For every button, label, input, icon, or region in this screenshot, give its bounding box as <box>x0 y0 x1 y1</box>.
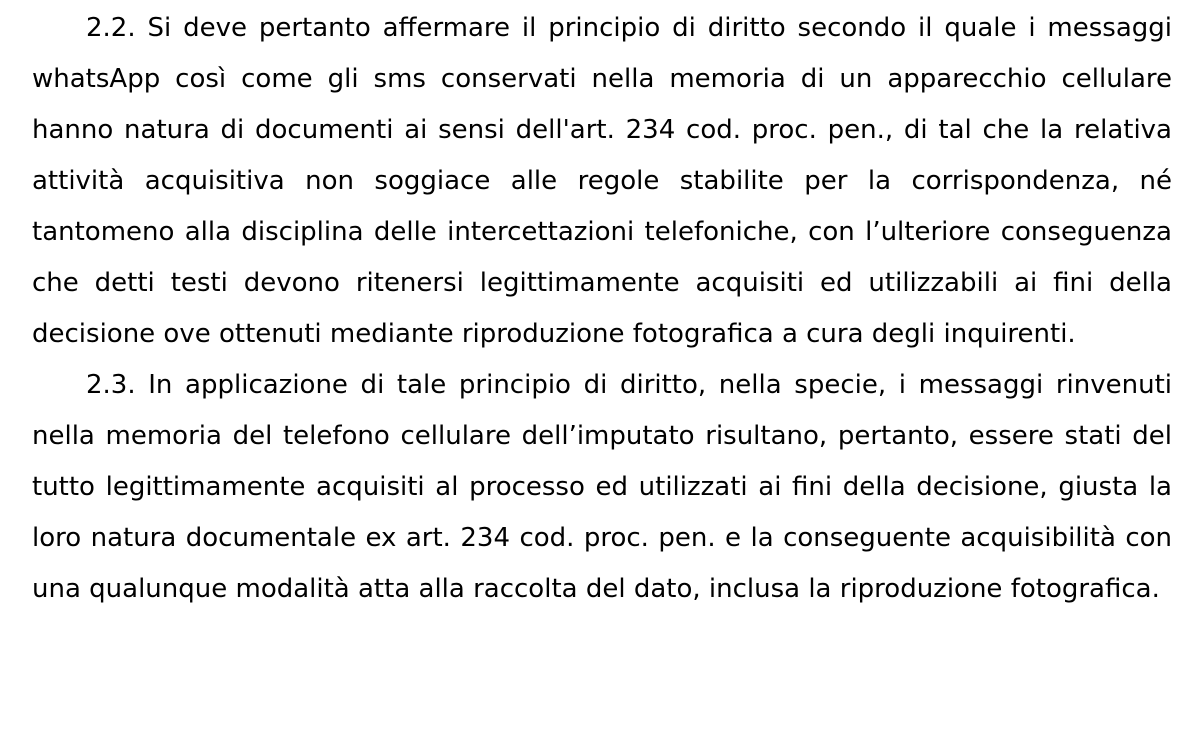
paragraph-text: In applicazione di tale principio di diritto, nella specie, i messaggi rinvenuti nella memoria del telefono cellulare dell’imputato risultano, pertanto, essere stati del tutto legittimamente acquisiti al processo ed utilizzati ai fini della decisione, giusta la loro natura documentale ex art. 234 cod. proc. pen. e la conseguente acquisibilità con una qualunque modalità atta alla raccolta del dato, inclusa la riproduzione fotografica. <box>32 370 1172 604</box>
paragraph-number: 2.3. <box>86 370 136 400</box>
paragraph-2-3 <box>32 360 1172 615</box>
paragraph-2-2 <box>32 0 1172 360</box>
paragraph-text: Si deve pertanto affermare il principio di diritto secondo il quale i messaggi whatsApp così come gli sms conservati nella memoria di un apparecchio cellulare hanno natura di documenti ai sensi dell'art. 234 cod. proc. pen., di tal che la relativa attività acquisitiva non soggiace alle regole stabilite per la corrispondenza, né tantomeno alla disciplina delle intercettazioni telefoniche, con l’ulteriore conseguenza che detti testi devono ritenersi legittimamente acquisiti ed utilizzabili ai fini della decisione ove ottenuti mediante riproduzione fotografica a cura degli inquirenti. <box>32 13 1173 349</box>
document-page <box>32 0 1172 729</box>
paragraph-number: 2.2. <box>86 13 136 43</box>
